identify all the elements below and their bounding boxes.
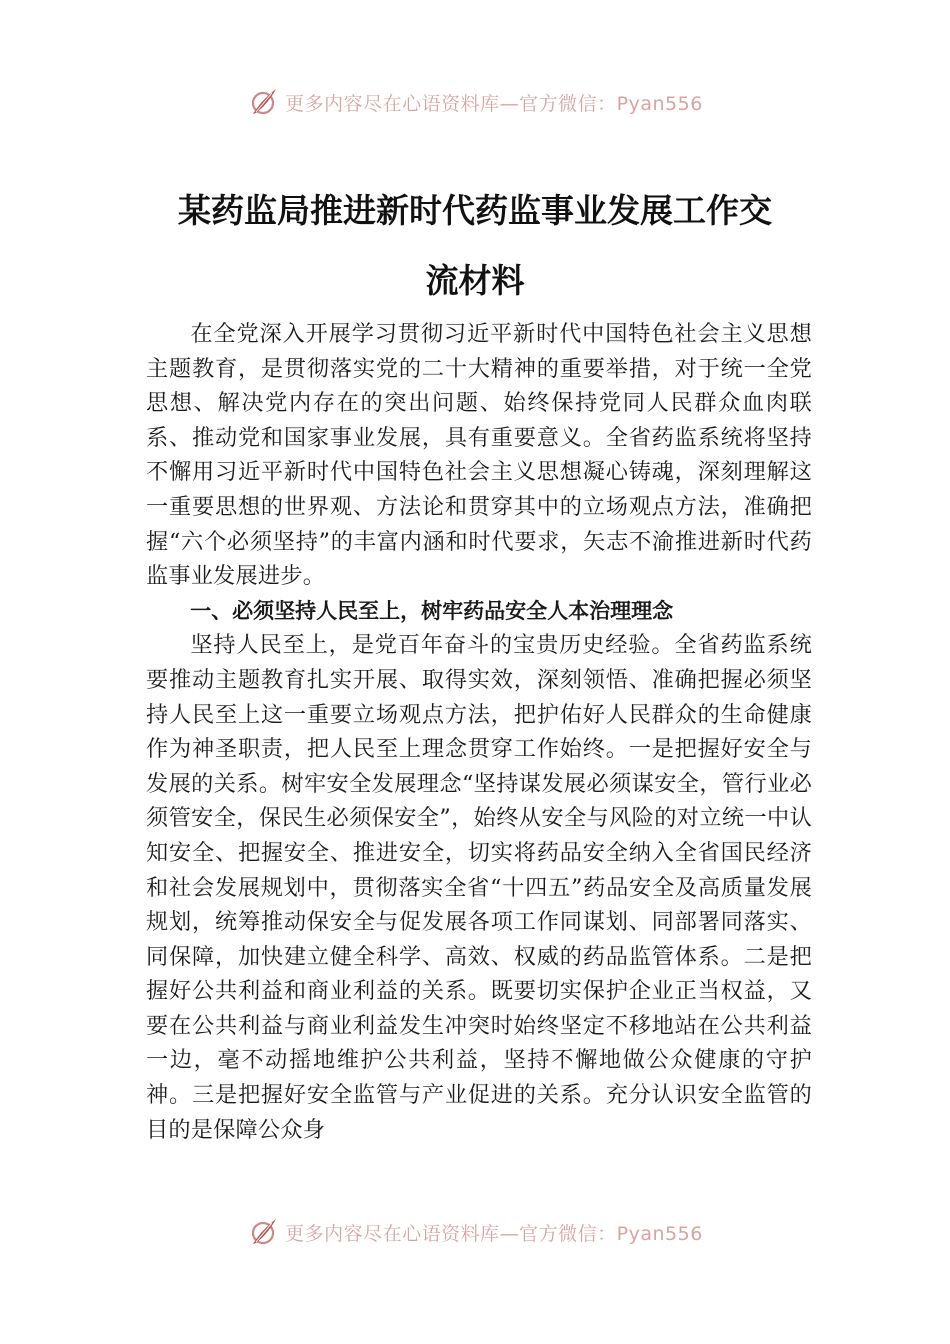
section-1-heading: 一、必须坚持人民至上，树牢药品安全人本治理理念 (190, 598, 674, 623)
watermark-text: 更多内容尽在心语资料库—官方微信：Pyan556 (285, 1222, 703, 1244)
title-line-2: 流材料 (425, 261, 525, 300)
watermark-text: 更多内容尽在心语资料库—官方微信：Pyan556 (285, 92, 703, 115)
feather-pen-logo-icon (247, 86, 279, 118)
document-title (100, 176, 850, 316)
document-body (146, 317, 812, 1147)
section-1-paragraph: 坚持人民至上，是党百年奋斗的宝贵历史经验。全省药监系统要推动主题教育扎实开展、取得实效，深刻领悟、准确把握必须坚持人民至上这一重要立场观点方法，把护佑好人民群众的生命健康作为神圣职责，把人民至上理念贯穿工作始终。一是把握好安全与发展的关系。树牢安全发展理念“坚持谋发展必须谋安全，管行业必须管安全，保民生必须保安全”，始终从安全与风险的对立统一中认知安全、把握安全、推进安全，切实将药品安全纳入全省国民经济和社会发展规划中，贯彻落实全省“十四五”药品安全及高质量发展规划，统筹推动保安全与促发展各项工作同谋划、同部署同落实、同保障，加快建立健全科学、高效、权威的药品监管体系。二是把握好公共利益和商业利益的关系。既要切实保护企业正当权益，又要在公共利益与商业利益发生冲突时始终坚定不移地站在公共利益一边，毫不动摇地维护公共利益，坚持不懈地做公众健康的守护神。三是把握好安全监管与产业促进的关系。充分认识安全监管的目的是保障公众身 (146, 632, 812, 1143)
feather-pen-logo-icon (247, 1216, 279, 1244)
title-line-1: 某药监局推进新时代药监事业发展工作交 (178, 191, 772, 230)
intro-paragraph: 在全党深入开展学习贯彻习近平新时代中国特色社会主义思想主题教育，是贯彻落实党的二十大精神的重要举措，对于统一全党思想、解决党内存在的突出问题、始终保持党同人民群众血肉联系、推动党和国家事业发展，具有重要意义。全省药监系统将坚持不懈用习近平新时代中国特色社会主义思想凝心铸魂，深刻理解这一重要思想的世界观、方法论和贯穿其中的立场观点方法，准确把握“六个必须坚持”的丰富内涵和时代要求，矢志不渝推进新时代药监事业发展进步。 (146, 321, 812, 590)
watermark-banner-bottom (0, 1204, 950, 1244)
watermark-banner-top (0, 82, 950, 122)
